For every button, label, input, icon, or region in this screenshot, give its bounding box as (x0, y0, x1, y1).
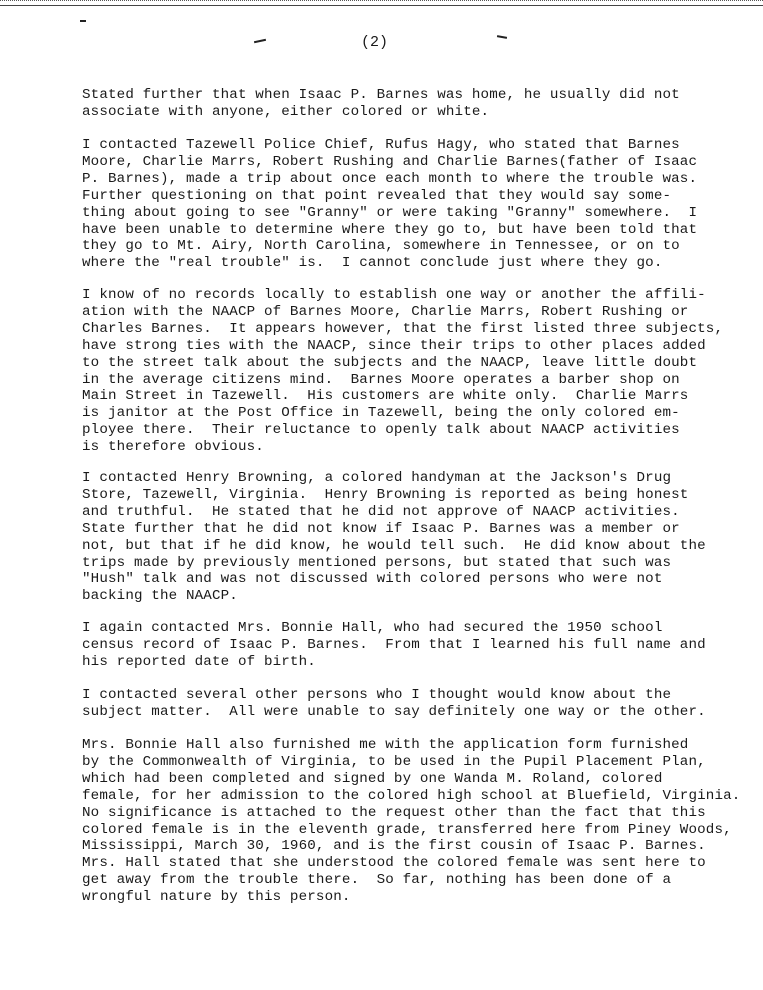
page-top-rule (0, 0, 763, 6)
text-line: get away from the trouble there. So far, nothing has been done of a (82, 872, 672, 889)
paragraph (82, 470, 706, 605)
paragraph (82, 687, 706, 721)
text-line: have been unable to determine where they go to, but have been told that (82, 221, 698, 238)
text-line: I again contacted Mrs. Bonnie Hall, who had secured the 1950 school (82, 620, 663, 636)
text-line: Mrs. Hall stated that she understood the colored female was sent here to (82, 855, 706, 872)
text-line: No significance is attached to the request other than the fact that this (82, 804, 706, 821)
text-line: Moore, Charlie Marrs, Robert Rushing and Charlie Barnes(father of Isaac (82, 153, 698, 170)
text-line: Stated further that when Isaac P. Barnes was home, he usually did not (82, 87, 680, 103)
text-line: I contacted several other persons who I thought would know about the (82, 687, 672, 703)
text-line: Mrs. Bonnie Hall also furnished me with the application form furnished (82, 737, 689, 753)
scan-mark (254, 39, 266, 43)
text-line: his reported date of birth. (82, 653, 316, 670)
scan-mark (497, 35, 507, 39)
text-line: P. Barnes), made a trip about once each month to where the trouble was. (82, 170, 698, 187)
text-line: is therefore obvious. (82, 439, 264, 456)
paragraph (82, 620, 706, 671)
text-line: State further that he did not know if Isaac P. Barnes was a member or (82, 520, 680, 537)
text-line: ployee there. Their reluctance to openly talk about NAACP activities (82, 422, 680, 439)
paragraph (82, 737, 740, 906)
text-line: by the Commonwealth of Virginia, to be used in the Pupil Placement Plan, (82, 753, 706, 770)
scan-mark (80, 20, 86, 22)
text-line: Mississippi, March 30, 1960, and is the first cousin of Isaac P. Barnes. (82, 838, 706, 855)
text-line: thing about going to see "Granny" or were taking "Granny" somewhere. I (82, 204, 698, 221)
text-line: I contacted Tazewell Police Chief, Rufus Hagy, who stated that Barnes (82, 137, 680, 153)
paragraph (82, 137, 697, 272)
text-line: backing the NAACP. (82, 588, 238, 605)
page-number: (2) (361, 34, 389, 51)
text-line: wrongful nature by this person. (82, 889, 351, 906)
text-line: where the "real trouble" is. I cannot conclude just where they go. (82, 255, 663, 272)
text-line: Store, Tazewell, Virginia. Henry Browning is reported as being honest (82, 486, 689, 503)
text-line: have strong ties with the NAACP, since their trips to other places added (82, 337, 706, 354)
text-line: subject matter. All were unable to say definitely one way or the other. (82, 703, 706, 720)
text-line: trips made by previously mentioned persons, but stated that such was (82, 554, 672, 571)
text-line: census record of Isaac P. Barnes. From that I learned his full name and (82, 636, 706, 653)
text-line: associate with anyone, either colored or white. (82, 103, 490, 120)
text-line: "Hush" talk and was not discussed with colored persons who were not (82, 571, 663, 588)
paragraph (82, 87, 680, 121)
text-line: Main Street in Tazewell. His customers are white only. Charlie Marrs (82, 388, 689, 405)
text-line: to the street talk about the subjects and the NAACP, leave little doubt (82, 354, 698, 371)
text-line: they go to Mt. Airy, North Carolina, somewhere in Tennessee, or on to (82, 238, 680, 255)
text-line: colored female is in the eleventh grade, transferred here from Piney Woods, (82, 821, 732, 838)
text-line: Charles Barnes. It appears however, that the first listed three subjects, (82, 320, 724, 337)
text-line: Further questioning on that point revealed that they would say some- (82, 187, 672, 204)
text-line: I know of no records locally to establish one way or another the affili- (82, 287, 706, 303)
text-line: ation with the NAACP of Barnes Moore, Charlie Marrs, Robert Rushing or (82, 303, 689, 320)
paragraph (82, 287, 723, 456)
text-line: in the average citizens mind. Barnes Moore operates a barber shop on (82, 371, 680, 388)
text-line: I contacted Henry Browning, a colored handyman at the Jackson's Drug (82, 470, 672, 486)
text-line: which had been completed and signed by one Wanda M. Roland, colored (82, 770, 663, 787)
text-line: female, for her admission to the colored high school at Bluefield, Virginia. (82, 787, 741, 804)
text-line: not, but that if he did know, he would tell such. He did know about the (82, 537, 706, 554)
text-line: is janitor at the Post Office in Tazewell, being the only colored em- (82, 405, 680, 422)
text-line: and truthful. He stated that he did not approve of NAACP activities. (82, 503, 680, 520)
